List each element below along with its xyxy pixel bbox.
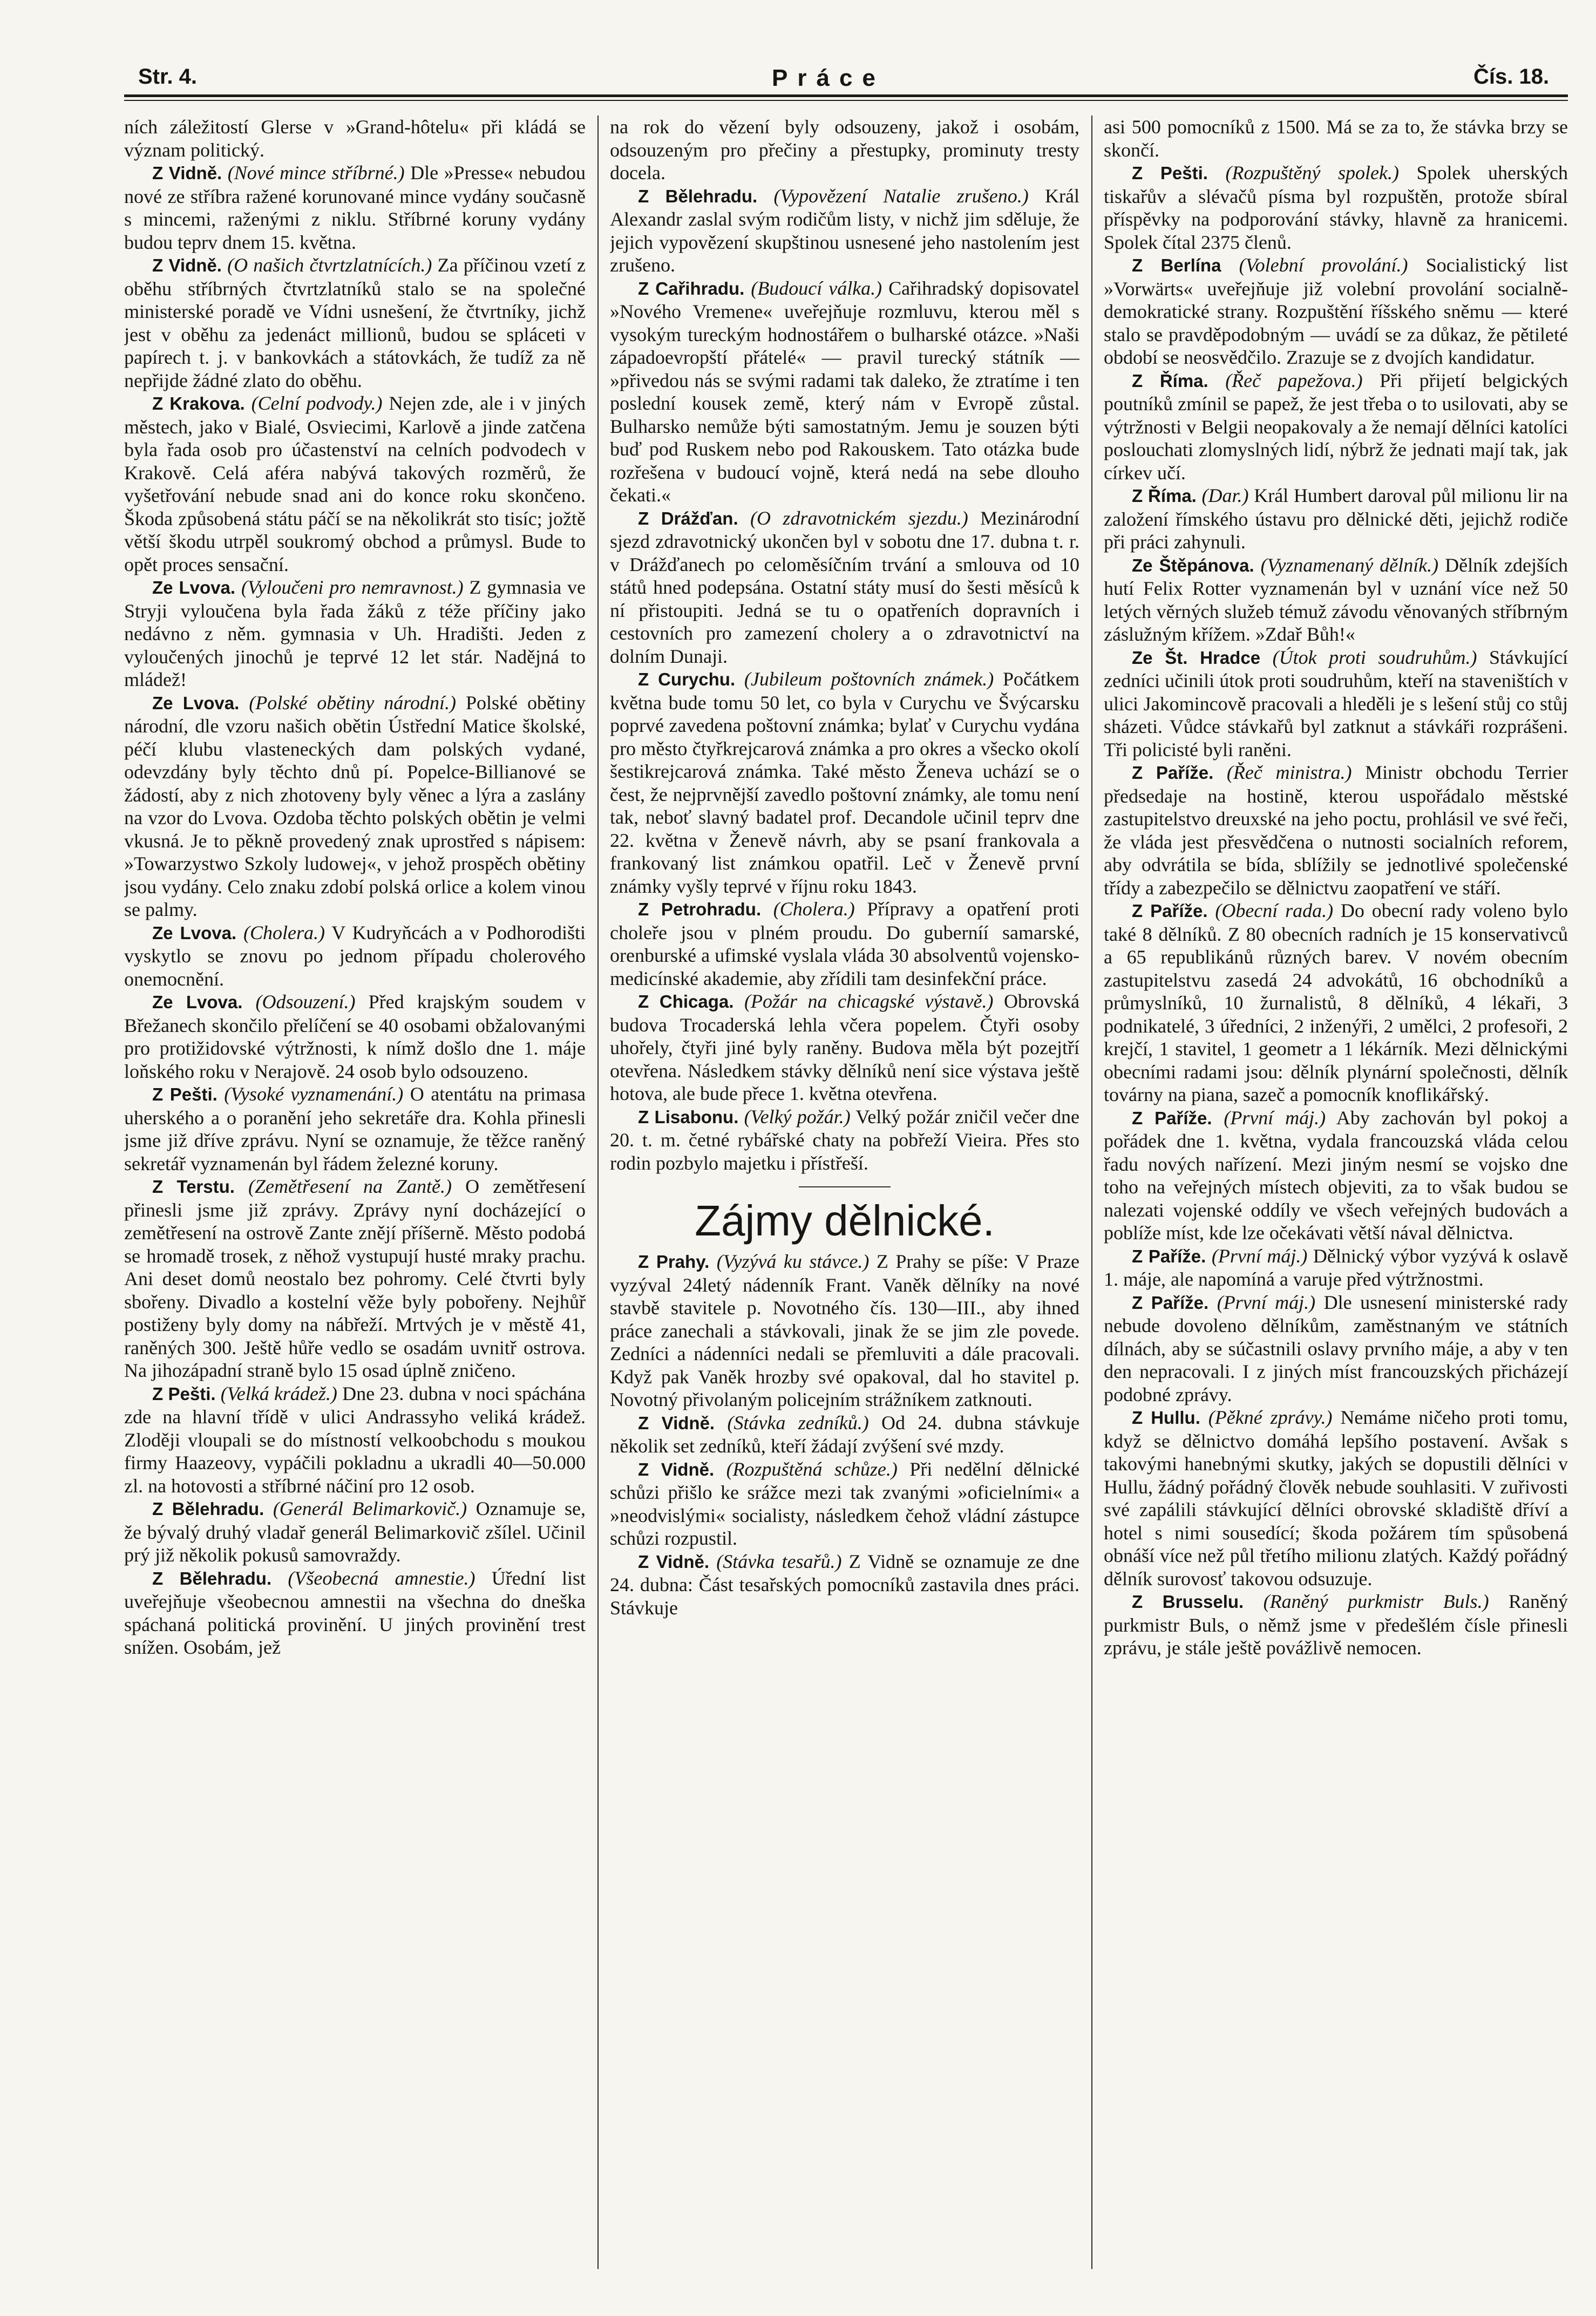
article-place: Z Pešti. xyxy=(152,1383,216,1404)
article-text: Raněný purkmistr Buls, o němž jsme v předešlém čísle přinesli zprávu, je stále ještě povážlivě nemocen. xyxy=(1104,1591,1568,1659)
article-paragraph xyxy=(610,185,1079,277)
article-headline: (Zemětřesení na Zantě.) xyxy=(248,1176,452,1197)
article-headline: (Stávka zedníků.) xyxy=(727,1411,869,1434)
article-paragraph xyxy=(610,116,1079,185)
article-headline: (Řeč ministra.) xyxy=(1226,762,1352,783)
article-paragraph xyxy=(610,668,1079,898)
article-headline: (Polské obětiny národní.) xyxy=(249,691,456,714)
article-paragraph xyxy=(610,1105,1079,1175)
article-headline: (Vyznamenaný dělník.) xyxy=(1260,554,1439,576)
article-text: Počátkem května bude tomu 50 let, co byla v Curychu ve Švýcarsku poprvé zavedena poštovní známka; bylať v Curychu vydána pro město čtyřkrejcarová známka a pro okres a všecko okolí šestikrejcarová známka. Také město Ženeva uchází se o čest, že nejprvnější zavedlo poštovní známky, ale tomu není tak, neboť slavný badatel prof. Decandole učinil teprv dne 22. května v Ženevě návrh, aby se psaní frankovala a frankovaný list známkou opatřil. Leč v Ženevě první známky vyšly teprvé v říjnu roku 1843. xyxy=(610,668,1079,897)
article-paragraph xyxy=(124,1497,586,1567)
article-text: Dělnický výbor vyzývá k oslavě 1. máje, ale napomíná a varuje před výtržnostmi. xyxy=(1104,1245,1568,1290)
article-headline: (První máj.) xyxy=(1224,1106,1326,1129)
article-headline: (Vyloučeni pro nemravnost.) xyxy=(241,576,464,598)
article-place: Z Hullu. xyxy=(1132,1408,1200,1428)
article-place: Z Paříže. xyxy=(1132,1246,1206,1266)
article-place: Z Vidně. xyxy=(152,163,222,183)
article-headline: (O zdravotnickém sjezdu.) xyxy=(750,507,968,529)
article-text: Úřední list uveřejňuje všeobecnou amnestii na všechna do dneška spáchaná politická provinění. U jiných provinění trest snížen. Osobám, jež xyxy=(124,1567,586,1658)
article-place: Z Vidně. xyxy=(152,255,222,275)
article-paragraph xyxy=(124,1567,586,1659)
article-text: Nemáme ničeho proti tomu, když se dělnictvo domáhá lepšího postavení. Avšak s takovými hanebnými skutky, jakých se dopustili dělníci v Hullu, žádný pořádný člověk nebude souhlasiti. V zuřivosti své zapálili stávkující dělníci obrovské skladiště dříví a hotel s nimi sousedící; škoda požárem tím spůsobená obnáší více než půl třetího milionu zlatých. Každý pořádný dělník surovosť takovou odsuzuje. xyxy=(1104,1407,1568,1590)
article-place: Z Chicaga. xyxy=(638,991,734,1011)
article-paragraph xyxy=(124,1175,586,1382)
article-text: Dne 23. dubna v noci spáchána zde na hlavní třídě v ulici Andrassyho veliká krádež. Zloději vloupali se do místností velkoobchodu s moukou firmy Haazeovy, vypáčili pokladnu a ukradli 40—50.000 zl. na hotovosti a stříbrné náčiní pro 12 osob. xyxy=(124,1382,586,1497)
article-headline: (Vypovězení Natalie zrušeno.) xyxy=(773,185,1029,207)
article-headline: (Generál Belimarkovič.) xyxy=(273,1498,467,1519)
article-text: Přípravy a opatření proti choleře jsou v plném proudu. Do guberníí samarské, orenburské a ufimské vyslala vláda 30 absolventů vojensko-medicínské akademie, aby zřídili tam desinfekční práce. xyxy=(610,898,1079,989)
article-text: Socialistický list »Vorwärts« uveřejňuje již volební provolání socialně-demokratické strany. Rozpuštění říšského sněmu — které stalo se pravděpodobným — uvádí se za důkaz, že pětileté období se neosvědčilo. Zrazuje se z dvojích kandidatur. xyxy=(1104,254,1568,368)
article-headline: (Pěkné zprávy.) xyxy=(1208,1407,1333,1428)
article-place: Z Bělehradu. xyxy=(152,1568,272,1588)
article-paragraph xyxy=(1104,1590,1568,1660)
article-place: Z Paříže. xyxy=(1132,1292,1209,1313)
article-text: O zemětřesení přinesli jsme již zprávy. Zprávy nyní docházející o zemětřesení na ostrově Zante znějí příšerně. Město podobá se hromadě trosek, z něhož vystupují husté mraky prachu. Ani deset domů neostalo bez pohromy. Celé čtvrti byly sbořeny. Divadlo a kostelní věže byly pobořeny. Nejhůř postiženy byly domy na nábřeží. Mrtvých je v městě 41, raněných 300. Ještě hůře vedlo se osadám uvnitř ostrova. Na jihozápadní straně bylo 15 osad úplně zničeno. xyxy=(124,1176,586,1381)
article-headline: (Rozpuštěná schůze.) xyxy=(726,1458,898,1480)
article-paragraph xyxy=(124,691,586,921)
article-headline: (Obecní rada.) xyxy=(1215,900,1334,921)
article-text: Před krajským soudem v Břežanech skončilo přelíčení se 40 osobami obžalovanými pro protižidovské výtržnosti, k nímž došlo dne 1. máje loňského roku v Nerajově. 24 osob bylo odsouzeno. xyxy=(124,991,586,1082)
article-paragraph xyxy=(610,277,1079,507)
article-headline: (Stávka tesařů.) xyxy=(716,1550,842,1572)
column-1 xyxy=(124,116,586,2280)
article-text: Z Vidně se oznamuje ze dne 24. dubna: Část tesařských pomocníků zastavila dnes práci. Stávkuje xyxy=(610,1550,1079,1619)
article-paragraph xyxy=(610,990,1079,1105)
article-place: Z Terstu. xyxy=(152,1177,235,1197)
article-paragraph xyxy=(1104,116,1568,161)
article-place: Ze Lvova. xyxy=(152,692,240,713)
article-paragraph xyxy=(124,1382,586,1498)
article-paragraph xyxy=(124,990,586,1083)
article-paragraph xyxy=(124,921,586,991)
section-title: Zájmy dělnické. xyxy=(695,1197,995,1245)
article-headline: (Odsouzení.) xyxy=(255,991,356,1013)
article-headline: (Cholera.) xyxy=(773,898,855,920)
article-place: Ze Lvova. xyxy=(152,992,243,1012)
article-paragraph xyxy=(610,898,1079,990)
article-paragraph xyxy=(1104,254,1568,369)
article-headline: (První máj.) xyxy=(1217,1291,1316,1313)
section-divider xyxy=(799,1186,891,1187)
article-place: Z Berlína xyxy=(1132,255,1221,275)
article-text: Z gymnasia ve Stryji vyloučena byla řada žáků z téže příčiny jako nedávno z něm. gymnasia v Uh. Hradišti. Jeden z vyloučených jinochů je teprvé 12 let stár. Nadějná to mládež! xyxy=(124,576,586,690)
article-headline: (Rozpuštěný spolek.) xyxy=(1225,162,1399,184)
article-place: Z Bělehradu. xyxy=(638,186,758,206)
article-paragraph xyxy=(1104,1245,1568,1291)
article-headline: (Vysoké vyznamenání.) xyxy=(224,1083,404,1105)
article-text: na rok do vězení byly odsouzeny, jakož i osobám, odsouzeným pro přečiny a přestupky, prominuty tresty docela. xyxy=(610,116,1079,184)
page-number: Str. 4. xyxy=(138,65,197,89)
issue-number: Čís. 18. xyxy=(1473,65,1550,89)
article-text: Stávkující zedníci učinili útok proti soudruhům, kteří na staveništích v ulici Jakomincově pracovali a hleděli je s lešení stůj co stůj sházeti. Vůdce stávkařů byl zatknut a stávkáři rozprášeni. Tři policisté byli raněni. xyxy=(1104,646,1568,760)
article-place: Z Vidně. xyxy=(638,1412,715,1433)
article-place: Z Paříže. xyxy=(1132,901,1208,921)
article-place: Z Drážďan. xyxy=(638,508,738,528)
article-text: Dle »Presse« nebudou nové ze stříbra ražené korunované mince vydány současně s mincemi, raženými z niklu. Stříbrné koruny vydány budou teprv dnem 15. května. xyxy=(124,162,586,253)
article-paragraph xyxy=(124,116,586,161)
column-2 xyxy=(610,116,1079,2280)
article-text: O atentátu na primasa uherského a o poranění jeho sekretáře dra. Kohla přinesli jsme již dříve zprávu. Nyní se oznamuje, že těžce raněný sekretář vyznamenán byl řádem železné koruny. xyxy=(124,1083,586,1174)
article-headline: (Řeč papežova.) xyxy=(1225,369,1363,391)
article-headline: (První máj.) xyxy=(1211,1245,1308,1267)
article-text: Aby zachován byl pokoj a pořádek dne 1. května, vydala francouzská vláda celou řadu nových nařízení. Mezi jiným nesmí se vojsko dne toho na veřejných místech objeviti, za to však budou se nalezati vojenské oddíly ve všech veřejných budovách a poblíže míst, kde lze očekávati větší nával dělnictva. xyxy=(1104,1106,1568,1244)
article-headline: (Celní podvody.) xyxy=(251,392,383,414)
article-paragraph xyxy=(610,1250,1079,1411)
article-headline: (Velký požár.) xyxy=(744,1105,851,1128)
article-place: Z Cařihradu. xyxy=(638,278,745,298)
article-paragraph xyxy=(610,1550,1079,1620)
article-headline: (Volební provolání.) xyxy=(1239,254,1408,276)
article-paragraph xyxy=(124,1083,586,1175)
article-paragraph xyxy=(610,1458,1079,1550)
article-text: Ministr obchodu Terrier předsedaje na hostině, kterou uspořádalo městské zastupitelstvo dreuxské na jeho poctu, prohlásil ve své řeči, že vláda jest přesvědčena o nutnosti socialních reforem, aby odvrátila se bída, sblížily se jednotlivé společenské třídy a zabezpečilo se dělnictvu zaopatření ve stáří. xyxy=(1104,762,1568,899)
article-text: Při nedělní dělnické schůzi přišlo ke srážce mezi tak zvanými »oficielními« a »neodvislými« socialisty, následkem čehož vládní zástupce schůzi rozpustil. xyxy=(610,1458,1079,1549)
article-paragraph xyxy=(1104,761,1568,899)
article-paragraph xyxy=(124,161,586,254)
newspaper-title: Práce xyxy=(772,65,885,91)
article-place: Z Prahy. xyxy=(638,1252,710,1272)
article-place: Z Vidně. xyxy=(638,1459,715,1479)
article-headline: (Jubileum poštovních známek.) xyxy=(744,668,994,690)
article-headline: (Budoucí válka.) xyxy=(751,277,882,299)
article-place: Z Vidně. xyxy=(638,1551,709,1572)
article-place: Z Brusselu. xyxy=(1132,1592,1244,1612)
article-text: Obrovská budova Trocaderská lehla včera popelem. Čtyři osoby uhořely, čtyři jiné byly raněny. Budova měla být pozejtří otevřena. Následkem stávky dělníků není sice výstava ještě hotova, ale bude přece 1. května otevřena. xyxy=(610,990,1079,1104)
article-place: Z Paříže. xyxy=(1132,763,1214,783)
article-paragraph xyxy=(1104,369,1568,485)
article-text: Nejen zde, ale i v jiných městech, jako v Bialé, Osviecimi, Karlově a jinde zatčena byla řada osob pro účastenství na celních podvodech v Krakově. Celá aféra nabývá takových rozměrů, že vyšetřování nebude snad ani do konce roku skončeno. Škoda způsobená státu páčí se na několikrát sto tisíc; jožtě větší škodu utrpěl soukromý obchod a průmysl. Bude to opět proces sensační. xyxy=(124,392,586,575)
article-paragraph xyxy=(1104,646,1568,762)
article-headline: (O našich čtvrtzlatnících.) xyxy=(227,254,432,276)
article-text: Cařihradský dopisovatel »Nového Vremene« uveřejňuje rozmluvu, kterou měl s vysokým tureckým hodnostářem o bulharské otázce. »Naši západoevropští přátelé« — pravil turecký státník — »přivedou nás se svými radami tak daleko, že ztratíme i ten poslední kousek země, který nám v Evropě zůstal. Bulharsko nemůže býti samostatným. Jemu je souzen býti buď pod Ruskem nebo pod Rakouskem. Tato otázka bude rozřešena v budoucí vojně, která nedá na sebe dlouho čekati.« xyxy=(610,277,1079,506)
article-text: Od 24. dubna stávkuje několik set zedníků, kteří žádají zvýšení své mzdy. xyxy=(610,1411,1079,1457)
article-text: Velký požár zničil večer dne 20. t. m. četné rybářské chaty na pobřeží Vieira. Přes sto rodin pozbylo majetku i přístřeší. xyxy=(610,1105,1079,1174)
article-place: Z Lisabonu. xyxy=(638,1106,739,1127)
article-paragraph xyxy=(1104,161,1568,254)
article-headline: (Požár na chicagské výstavě.) xyxy=(744,990,994,1012)
header-rule xyxy=(124,94,1568,97)
article-text: Mezinárodní sjezd zdravotnický ukončen byl v sobotu dne 17. dubna t. r. v Drážďanech po celoměsíčním trvání a smlouva od 10 států hned podepsána. Ostatní státy musí do šesti měsíců k ní přistoupiti. Jedná se tu o opatřeních dopravních i cestovních pro zamezení cholery a o zdravotnictví na dolním Dunaji. xyxy=(610,507,1079,667)
article-headline: (Všeobecná amnestie.) xyxy=(288,1567,476,1589)
article-headline: (Velká krádež.) xyxy=(220,1382,337,1404)
column-divider xyxy=(597,116,599,2269)
header-rule-thin xyxy=(124,100,1568,101)
article-headline: (Dar.) xyxy=(1201,485,1249,506)
article-place: Z Říma. xyxy=(1132,370,1208,391)
column-3 xyxy=(1104,116,1568,2280)
article-text: Dle usnesení ministerské rady nebude dovoleno dělníkům, zaměstnaným ve státních dílnách, aby se súčastnili oslavy prvního máje, a aby v ten den nepracovali. I z jiných míst francouzských přicházejí podobné zprávy. xyxy=(1104,1291,1568,1405)
article-place: Ze Štěpánova. xyxy=(1132,555,1254,575)
article-headline: (Raněný purkmistr Buls.) xyxy=(1263,1591,1489,1612)
article-place: Z Pešti. xyxy=(152,1084,218,1104)
article-text: Za příčinou vzetí z oběhu stříbrných čtvrtzlatníků stalo se na společné ministerské poradě ve Vídni usnešení, že čtvrtníky, jichž jest v oběhu za jedenáct millionů, budou se spláceti v papírech t. j. v bankovkách a státovkách, že tudíž za ně nepřijde žádné zlato do oběhu. xyxy=(124,254,586,391)
article-place: Z Paříže. xyxy=(1132,1108,1212,1128)
article-place: Z Říma. xyxy=(1132,486,1197,506)
article-paragraph xyxy=(124,392,586,576)
article-headline: (Útok proti soudruhům.) xyxy=(1272,646,1477,668)
article-place: Ze Št. Hradce xyxy=(1132,647,1261,668)
article-place: Ze Lvova. xyxy=(152,922,237,943)
article-paragraph xyxy=(1104,484,1568,554)
page-header xyxy=(124,65,1596,97)
article-headline: (Cholera.) xyxy=(243,921,325,943)
article-headline: (Nové mince stříbrné.) xyxy=(227,162,405,184)
article-text: Oznamuje se, že bývalý druhý vladař generál Belimarkovič zšílel. Učinil prý již několik pokusů samovraždy. xyxy=(124,1498,586,1566)
article-paragraph xyxy=(610,1411,1079,1458)
article-text: Král Alexandr zaslal svým rodičům listy, v nichž jim sděluje, že jejich vypovězení skupštinou usnesené jeho nastolením jest zrušeno. xyxy=(610,185,1079,276)
article-paragraph xyxy=(1104,1106,1568,1245)
article-text: Král Humbert daroval půl milionu lir na založení římského ústavu pro dělnické děti, jejichž rodiče při práci zahynuli. xyxy=(1104,485,1568,553)
article-text: Dělník zdejších hutí Felix Rotter vyznamenán byl v uznání více než 50 letých věrných služeb témuž závodu věnovaných stříbrným záslužným křížem. »Zdař Bůh!« xyxy=(1104,554,1568,645)
article-place: Ze Lvova. xyxy=(152,578,236,597)
article-headline: (Vyzývá ku stávce.) xyxy=(716,1251,870,1272)
article-place: Z Bělehradu. xyxy=(152,1499,264,1519)
article-paragraph xyxy=(124,254,586,392)
article-text: V Kudryňcách a v Podhorodišti vyskytlo se znovu po jednom případu cholerového onemocnění. xyxy=(124,921,586,990)
article-text: ních záležitostí Glerse v »Grand-hôtelu« při kládá se význam politický. xyxy=(124,116,586,161)
article-text: asi 500 pomocníků z 1500. Má se za to, že stávka brzy se skončí. xyxy=(1104,116,1568,161)
article-paragraph xyxy=(1104,899,1568,1106)
article-paragraph xyxy=(124,576,586,691)
article-text: Polské obětiny národní, dle vzoru našich obětin Ústřední Matice školské, péčí klubu vlasteneckých dam polských vydané, odevzdány byly těchto dnů pí. Popelce-Billianové se žádostí, aby z nich zhotoveny byly věnec a lýra a zaslány na vzor do Lvova. Ozdoba těchto polských obětin je velmi vkusná. Je to pěkně provedený znak uprostřed s nápisem: »Towarzystwo Szkoly ludowej«, v jehož prospěch obětiny jsou vydány. Celo znaku zdobí polská orlice a kolem vinou se palmy. xyxy=(124,691,586,920)
article-paragraph xyxy=(610,507,1079,668)
article-place: Z Curychu. xyxy=(638,669,736,689)
article-paragraph xyxy=(1104,1406,1568,1590)
article-place: Z Pešti. xyxy=(1132,163,1208,183)
article-text: Spolek uherských tiskařův a slévačů písma byl rozpuštěn, protože sbíral příspěvky na podporování stávky, hlavně za hranicemi. Spolek čítal 2375 členů. xyxy=(1104,162,1568,253)
article-paragraph xyxy=(1104,554,1568,646)
article-paragraph xyxy=(1104,1291,1568,1407)
article-place: Z Petrohradu. xyxy=(638,899,762,919)
article-text: Z Prahy se píše: V Praze vyzýval 24letý nádenník Frant. Vaněk dělníky na nové stavbě stavitele p. Novotného čís. 130—III., aby ihned práce zanechali a stávkovali, jinak že se jim zle povede. Zedníci a nádenníci nedali se přemluviti a dále pracovali. Když pak Vaněk hrozby své opakoval, dal ho stavitel p. Novotný přivolaným policejním strážníkem zatknouti. xyxy=(610,1251,1079,1410)
article-place: Z Krakova. xyxy=(152,393,245,413)
article-text: Při přijetí belgických poutníků zmínil se papež, že jest třeba o to usilovati, aby se výtržnosti v Belgii neopakovaly a že nemají dělníci katolíci poslouchati zlomyslných lidí, nýbrž že jednati mají tak, jak církev učí. xyxy=(1104,369,1568,484)
column-divider xyxy=(1091,116,1092,2269)
article-text: Do obecní rady voleno bylo také 8 dělníků. Z 80 obecních radních je 15 konservativců a 65 republikánů různých barev. V novém obecním zastupitelstvu zasedá 24 advokátů, 16 obchodníků a průmyslníků, 10 žurnalistů, 8 dělníků, 4 lékaři, 3 podnikatelé, 3 úředníci, 2 inženýři, 2 umělci, 2 profesoři, 2 krejčí, 1 stavitel, 1 geometr a 1 lékárník. Mezi dělnickými obecními radami jsou: dělník plynární společnosti, dělník továrny na piana, sazeč a pomocník knoflikářský. xyxy=(1104,900,1568,1105)
